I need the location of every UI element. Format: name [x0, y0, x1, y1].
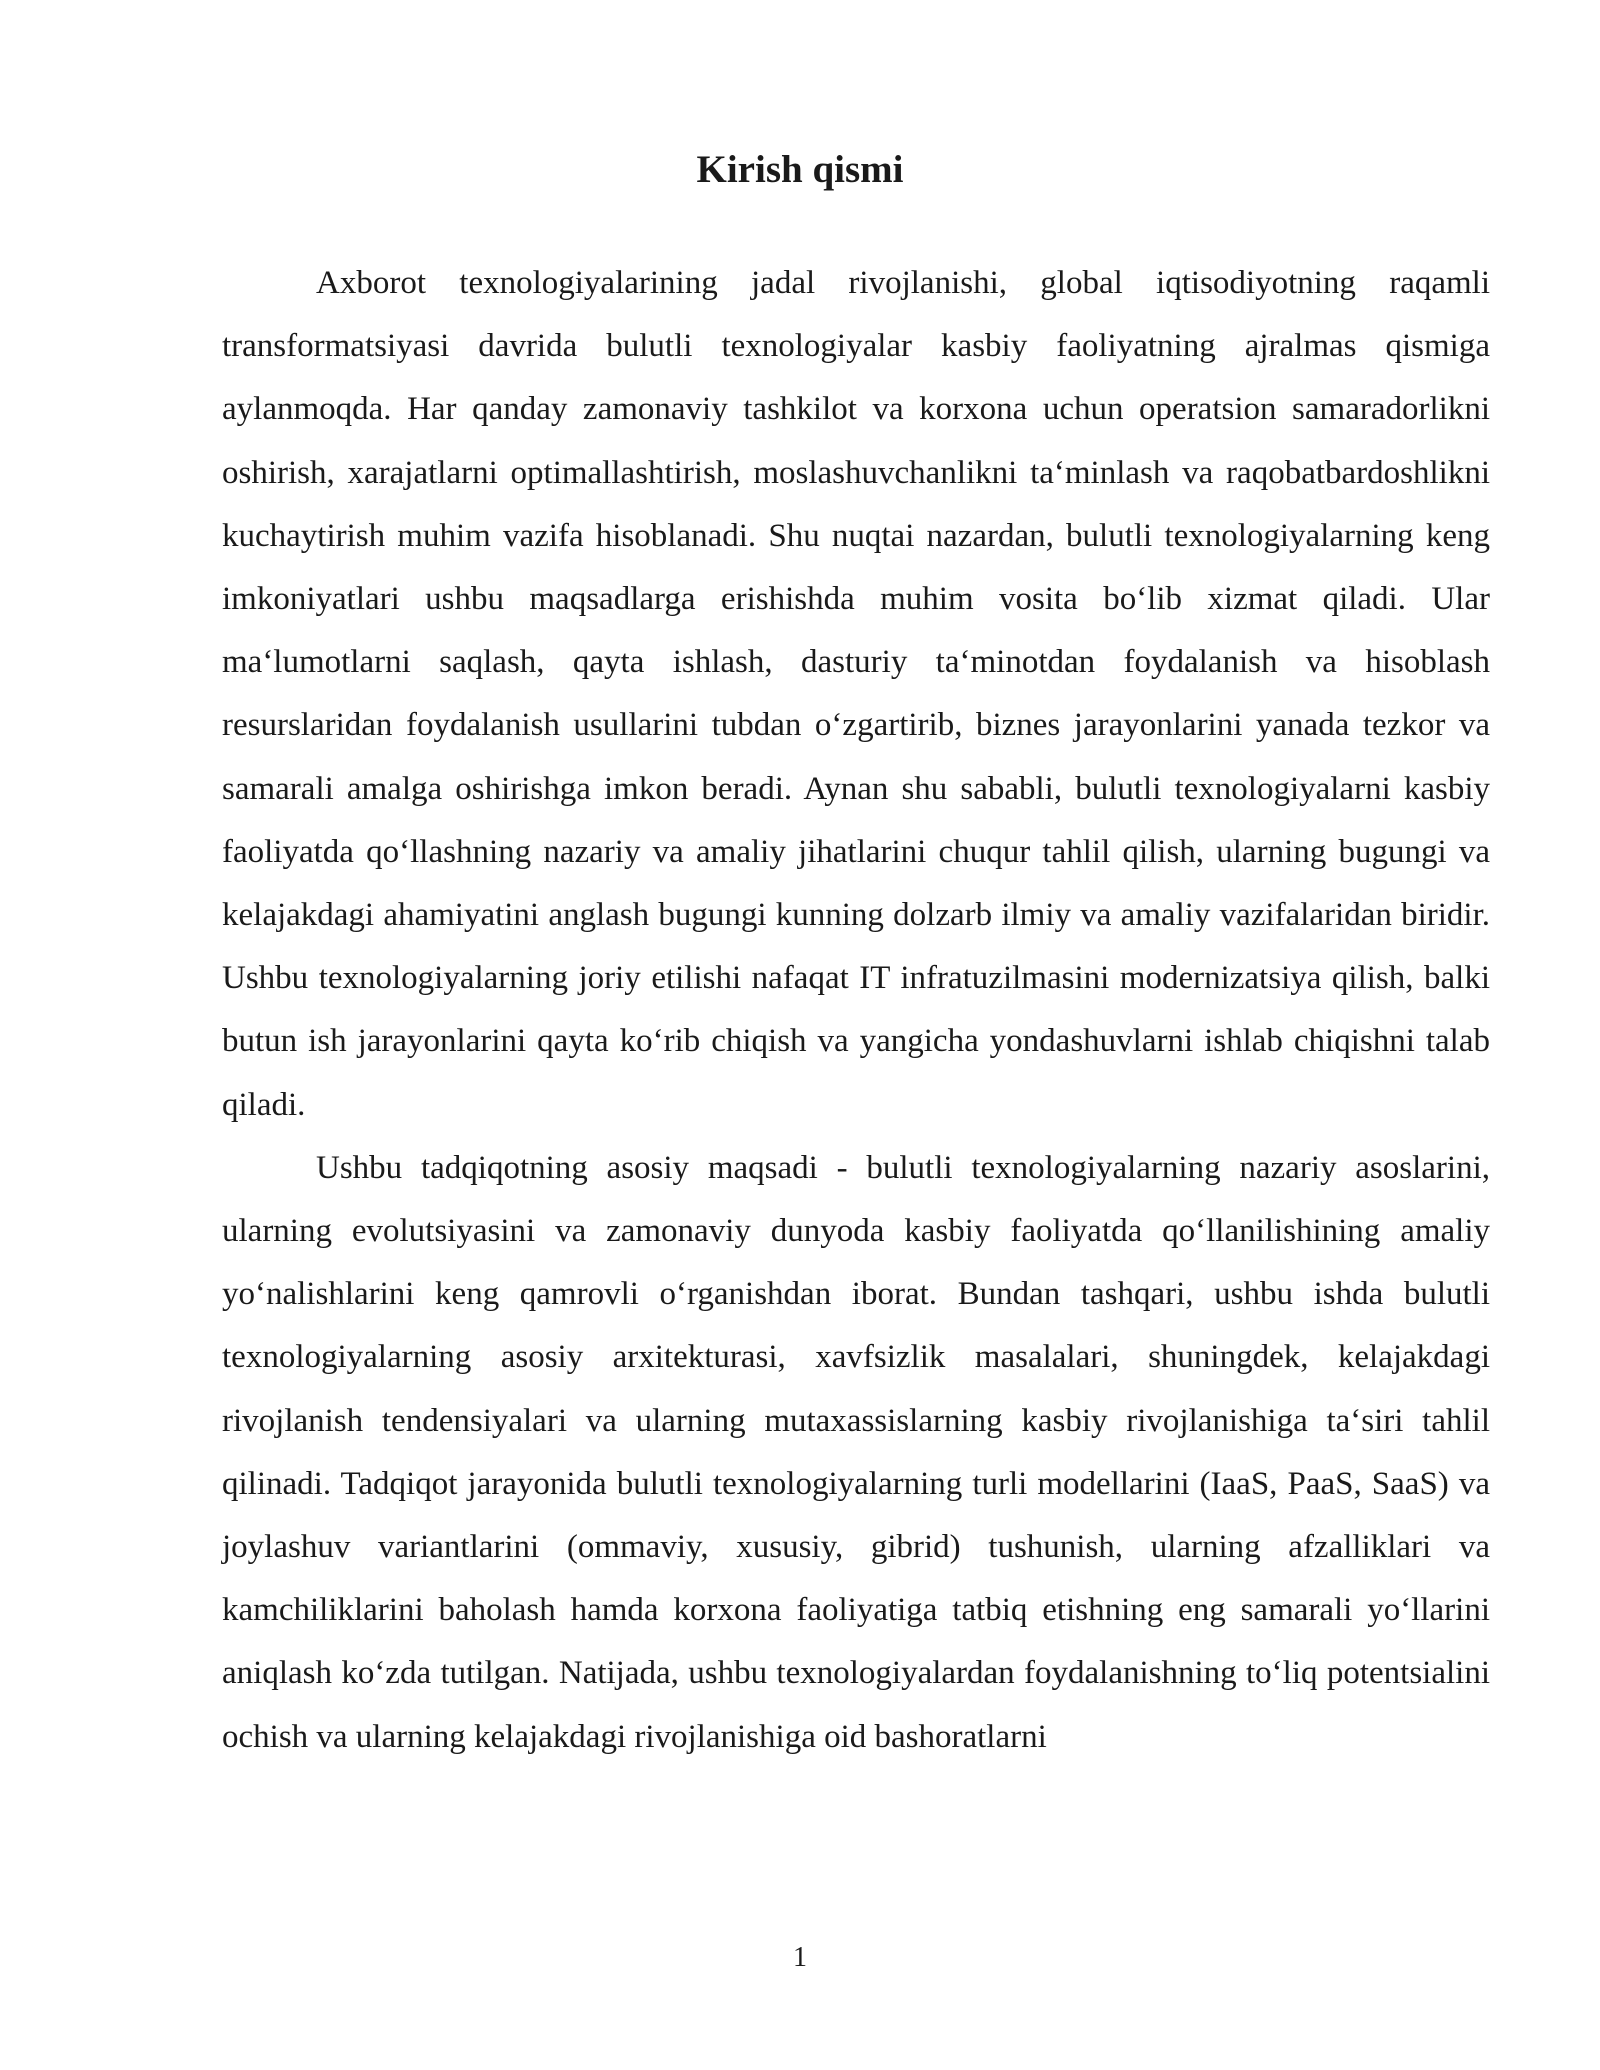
page-title: Kirish qismi: [696, 148, 904, 191]
document-body: [222, 252, 1490, 1769]
paragraph-research-goal: Ushbu tadqiqotning asosiy maqsadi - bulutli texnologiyalarning nazariy asoslarini, ularning evolutsiyasini va zamonaviy dunyoda kasbiy faoliyatda qo‘llanilishining amaliy yo‘nalishlarini keng qamrovli o‘rganishdan iborat. Bundan tashqari, ushbu ishda bulutli texnologiyalarning asosiy arxitekturasi, xavfsizlik masalalari, shuningdek, kelajakdagi rivojlanish tendensiyalari va ularning mutaxassislarning kasbiy rivojlanishiga ta‘siri tahlil qilinadi. Tadqiqot jarayonida bulutli texnologiyalarning turli modellarini (IaaS, PaaS, SaaS) va joylashuv variantlarini (ommaviy, xususiy, gibrid) tushunish, ularning afzalliklari va kamchiliklarini baholash hamda korxona faoliyatiga tatbiq etishning eng samarali yo‘llarini aniqlash ko‘zda tutilgan. Natijada, ushbu texnologiyalardan foydalanishning to‘liq potentsialini ochish va ularning kelajakdagi rivojlanishiga oid bashoratlarni: [222, 1149, 1490, 1755]
page-number: 1: [793, 1942, 807, 1973]
paragraph-intro: Axborot texnologiyalarining jadal rivojlanishi, global iqtisodiyotning raqamli transformatsiyasi davrida bulutli texnologiyalar kasbiy faoliyatning ajralmas qismiga aylanmoqda. Har qanday zamonaviy tashkilot va korxona uchun operatsion samaradorlikni oshirish, xarajatlarni optimallashtirish, moslashuvchanlikni ta‘minlash va raqobatbardoshlikni kuchaytirish muhim vazifa hisoblanadi. Shu nuqtai nazardan, bulutli texnologiyalarning keng imkoniyatlari ushbu maqsadlarga erishishda muhim vosita bo‘lib xizmat qiladi. Ular ma‘lumotlarni saqlash, qayta ishlash, dasturiy ta‘minotdan foydalanish va hisoblash resurslaridan foydalanish usullarini tubdan o‘zgartirib, biznes jarayonlarini yanada tezkor va samarali amalga oshirishga imkon beradi. Aynan shu sababli, bulutli texnologiyalarni kasbiy faoliyatda qo‘llashning nazariy va amaliy jihatlarini chuqur tahlil qilish, ularning bugungi va kelajakdagi ahamiyatini anglash bugungi kunning dolzarb ilmiy va amaliy vazifalaridan biridir. Ushbu texnologiyalarning joriy etilishi nafaqat IT infratuzilmasini modernizatsiya qilish, balki butun ish jarayonlarini qayta ko‘rib chiqish va yangicha yondashuvlarni ishlab chiqishni talab qiladi.: [222, 265, 1490, 1123]
